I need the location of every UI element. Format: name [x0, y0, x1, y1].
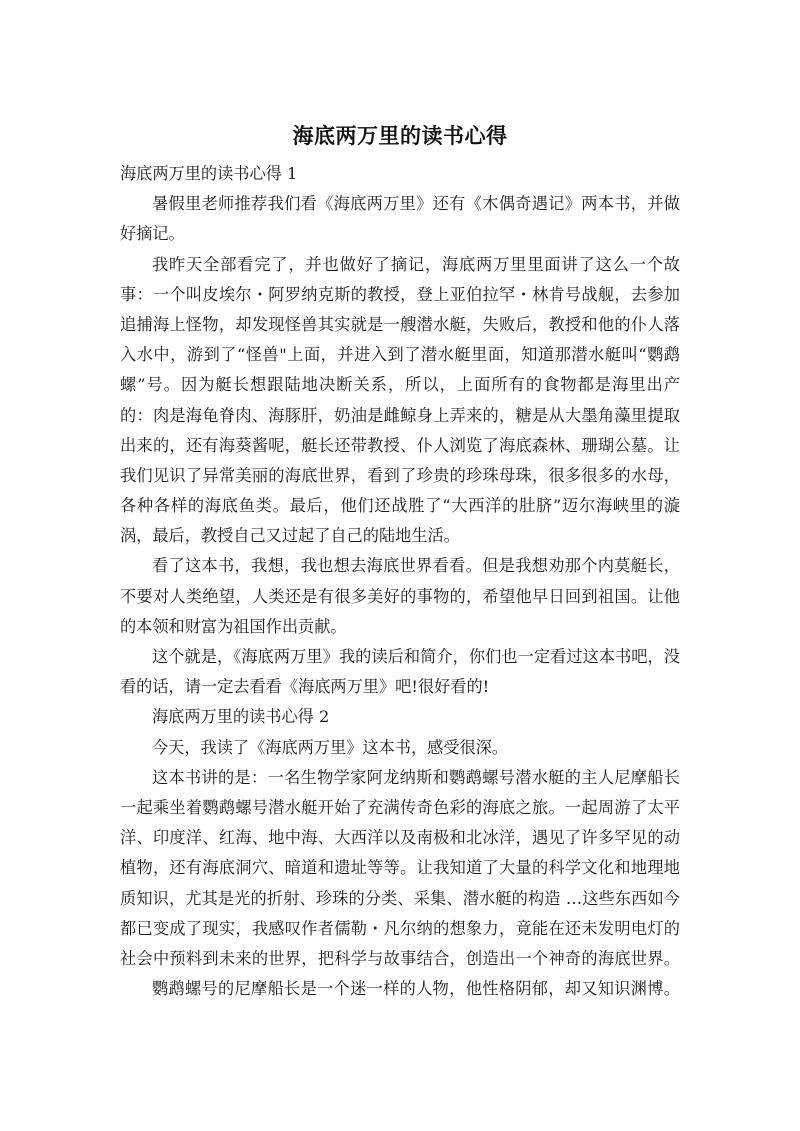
paragraph-line: 的本领和财富为祖国作出贡献。: [120, 616, 347, 636]
paragraph-line: 我们见识了异常美丽的海底世界，看到了珍贵的珍珠母珠，很多很多的水母，: [120, 465, 680, 485]
paragraph-line: 各种各样的海底鱼类。最后，他们还战胜了“大西洋的肚脐”迈尔海峡里的漩: [120, 496, 680, 516]
paragraph-line: 这本书讲的是：一名生物学家阿龙纳斯和鹦鹉螺号潜水艇的主人尼摩船长: [152, 767, 680, 787]
paragraph-line: 涡，最后，教授自己又过起了自己的陆地生活。: [120, 526, 460, 546]
paragraph-line: 暑假里老师推荐我们看《海底两万里》还有《木偶奇遇记》两本书，并做: [152, 194, 680, 214]
paragraph-line: 螺”号。因为艇长想跟陆地决断关系，所以，上面所有的食物都是海里出产: [120, 375, 680, 395]
paragraph-line: 看的话，请一定去看看《海底两万里》吧!很好看的!: [120, 677, 490, 697]
paragraph-line: 事：一个叫皮埃尔・阿罗纳克斯的教授，登上亚伯拉罕・林肯号战舰，去参加: [120, 284, 680, 304]
paragraph-line: 好摘记。: [120, 224, 185, 244]
paragraph-line: 追捕海上怪物，却发现怪兽其实就是一艘潜水艇，失败后，教授和他的仆人落: [120, 314, 680, 334]
document-body: [120, 159, 680, 1004]
paragraph-line: 植物，还有海底洞穴、暗道和遗址等等。让我知道了大量的科学文化和地理地: [120, 858, 680, 878]
paragraph-line: 质知识，尤其是光的折射、珍珠的分类、采集、潜水艇的构造 …这些东西如今: [120, 888, 680, 908]
paragraph-line: 一起乘坐着鹦鹉螺号潜水艇开始了充满传奇色彩的海底之旅。一起周游了太平: [120, 797, 680, 817]
paragraph-line: 我昨天全部看完了，并也做好了摘记，海底两万里里面讲了这么一个故: [152, 254, 680, 274]
paragraph-line: 都已变成了现实，我感叹作者儒勒・凡尔纳的想象力，竟能在还未发明电灯的: [120, 918, 680, 938]
paragraph-line: 入水中，游到了“怪兽"上面，并进入到了潜水艇里面，知道那潜水艇叫“鹦鹉: [120, 345, 680, 365]
paragraph-line: 看了这本书，我想，我也想去海底世界看看。但是我想劝那个内莫艇长，: [152, 556, 680, 576]
paragraph-line: 不要对人类绝望，人类还是有很多美好的事物的，希望他早日回到祖国。让他: [120, 586, 680, 606]
section-heading: 海底两万里的读书心得 1: [120, 164, 298, 183]
document-title: 海底两万里的读书心得: [292, 124, 508, 148]
paragraph-line: 社会中预料到未来的世界，把科学与故事结合，创造出一个神奇的海底世界。: [120, 948, 680, 968]
paragraph-line: 出来的，还有海葵酱呢，艇长还带教授、仆人浏览了海底森林、珊瑚公墓。让: [120, 435, 680, 455]
paragraph-line: 今天，我读了《海底两万里》这本书，感受很深。: [152, 737, 509, 757]
paragraph-line: 鹦鹉螺号的尼摩船长是一个迷一样的人物，他性格阴郁，却又知识渊博。: [152, 979, 680, 999]
paragraph-line: 这个就是，《海底两万里》我的读后和简介，你们也一定看过这本书吧，没: [152, 647, 680, 666]
section-heading: 海底两万里的读书心得 2: [152, 707, 330, 727]
paragraph-line: 洋、印度洋、红海、地中海、大西洋以及南极和北冰洋，遇见了许多罕见的动: [120, 828, 680, 848]
paragraph-line: 的：肉是海龟脊肉、海豚肝，奶油是雌鲸身上弄来的，糖是从大墨角藻里提取: [120, 405, 680, 425]
